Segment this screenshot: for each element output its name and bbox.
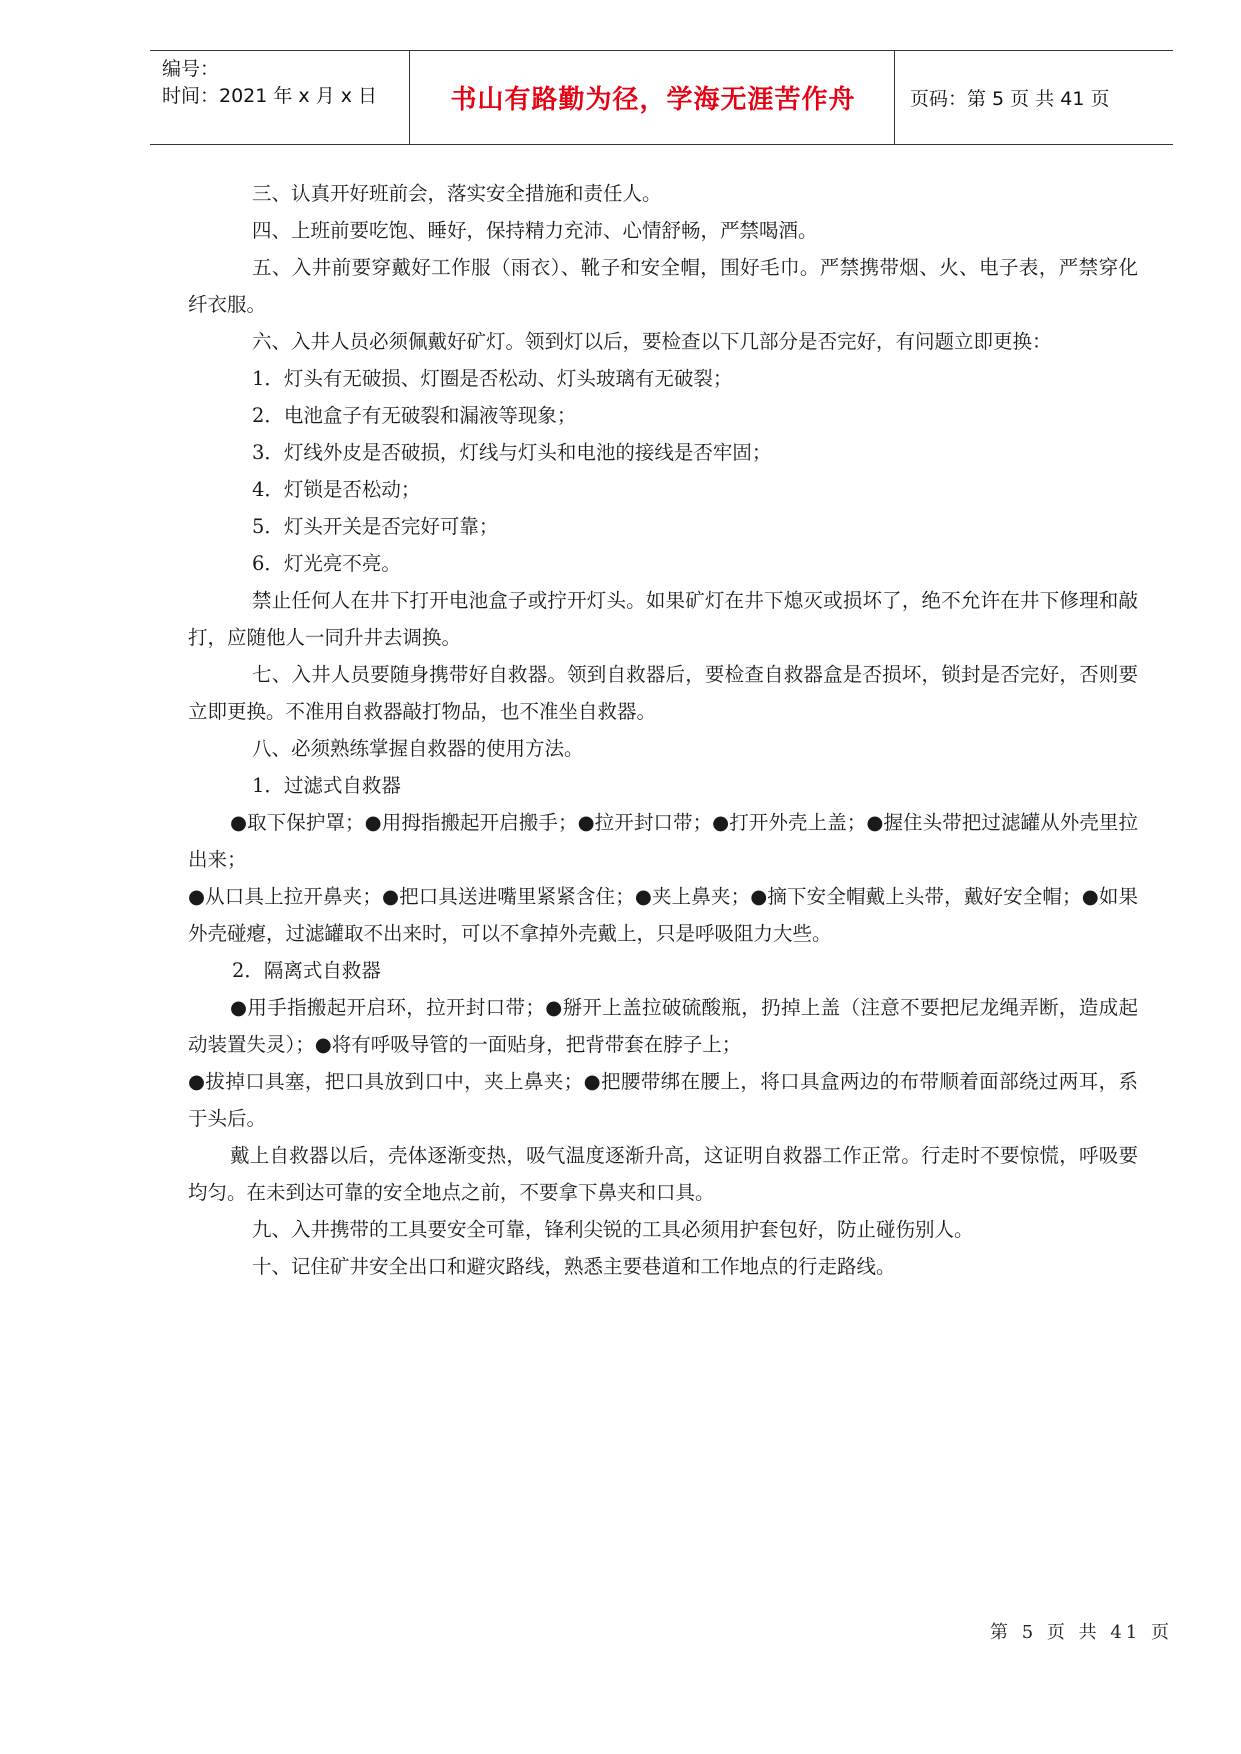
list-item: 6．灯光亮不亮。 [252,552,401,575]
list-item: 3．灯线外皮是否破损，灯线与灯头和电池的接线是否牢固； [252,441,772,464]
header-page-code: 页码：第 5 页 共 41 页 [910,88,1110,110]
paragraph: 三、认真开好班前会，落实安全措施和责任人。 [252,182,662,205]
header-divider-right [894,50,895,145]
subheading: 2．隔离式自救器 [232,959,381,982]
subheading: 1．过滤式自救器 [252,774,401,797]
bullet-paragraph: ●取下保护罩；●用拇指搬起开启搬手；●拉开封口带；●打开外壳上盖；●握住头带把过滤罐从外壳里拉出来； [188,811,1138,871]
paragraph: 禁止任何人在井下打开电池盒子或拧开灯头。如果矿灯在井下熄灭或损坏了，绝不允许在井下修理和敲打，应随他人一同升井去调换。 [188,589,1138,649]
paragraph: 六、入井人员必须佩戴好矿灯。领到灯以后，要检查以下几部分是否完好，有问题立即更换： [252,330,1052,353]
page-footer: 第 5 页 共 41 页 [990,1622,1173,1643]
header-meta [162,56,377,110]
list-item: 2．电池盒子有无破裂和漏液等现象； [252,404,577,427]
header-divider-left [409,50,410,145]
paragraph: 四、上班前要吃饱、睡好，保持精力充沛、心情舒畅，严禁喝酒。 [252,219,818,242]
paragraph: 八、必须熟练掌握自救器的使用方法。 [252,737,584,760]
bullet-paragraph: ●用手指搬起开启环，拉开封口带；●掰开上盖拉破硫酸瓶，扔掉上盖（注意不要把尼龙绳弄断，造成起动装置失灵）；●将有呼吸导管的一面贴身，把背带套在脖子上； [188,996,1138,1056]
paragraph: 十、记住矿井安全出口和避灾路线，熟悉主要巷道和工作地点的行走路线。 [252,1255,896,1278]
bullet-paragraph: ●拔掉口具塞，把口具放到口中，夹上鼻夹；●把腰带绑在腰上，将口具盒两边的布带顺着面部绕过两耳，系于头后。 [188,1070,1138,1130]
list-item: 1．灯头有无破损、灯圈是否松动、灯头玻璃有无破裂； [252,367,733,390]
list-item: 4．灯锁是否松动； [252,478,421,501]
paragraph: 九、入井携带的工具要安全可靠，锋利尖锐的工具必须用护套包好，防止碰伤别人。 [252,1218,974,1241]
paragraph: 七、入井人员要随身携带好自救器。领到自救器后，要检查自救器盒是否损坏，锁封是否完好，否则要立即更换。不准用自救器敲打物品，也不准坐自救器。 [188,663,1138,723]
document-body [188,175,1138,1285]
list-item: 5．灯头开关是否完好可靠； [252,515,499,538]
paragraph: 五、入井前要穿戴好工作服（雨衣）、靴子和安全帽，围好毛巾。严禁携带烟、火、电子表，严禁穿化纤衣服。 [188,256,1138,316]
document-header [150,50,1173,145]
paragraph: 戴上自救器以后，壳体逐渐变热，吸气温度逐渐升高，这证明自救器工作正常。行走时不要惊慌，呼吸要均匀。在未到达可靠的安全地点之前，不要拿下鼻夹和口具。 [188,1144,1138,1204]
serial-label: 编号： [162,58,220,80]
bullet-paragraph: ●从口具上拉开鼻夹；●把口具送进嘴里紧紧含住；●夹上鼻夹；●摘下安全帽戴上头带，戴好安全帽；●如果外壳碰瘪，过滤罐取不出来时，可以不拿掉外壳戴上，只是呼吸阻力大些。 [188,885,1138,945]
time-label: 时间：2021 年 x 月 x 日 [162,85,378,107]
header-motto: 书山有路勤为径，学海无涯苦作舟 [450,85,856,115]
